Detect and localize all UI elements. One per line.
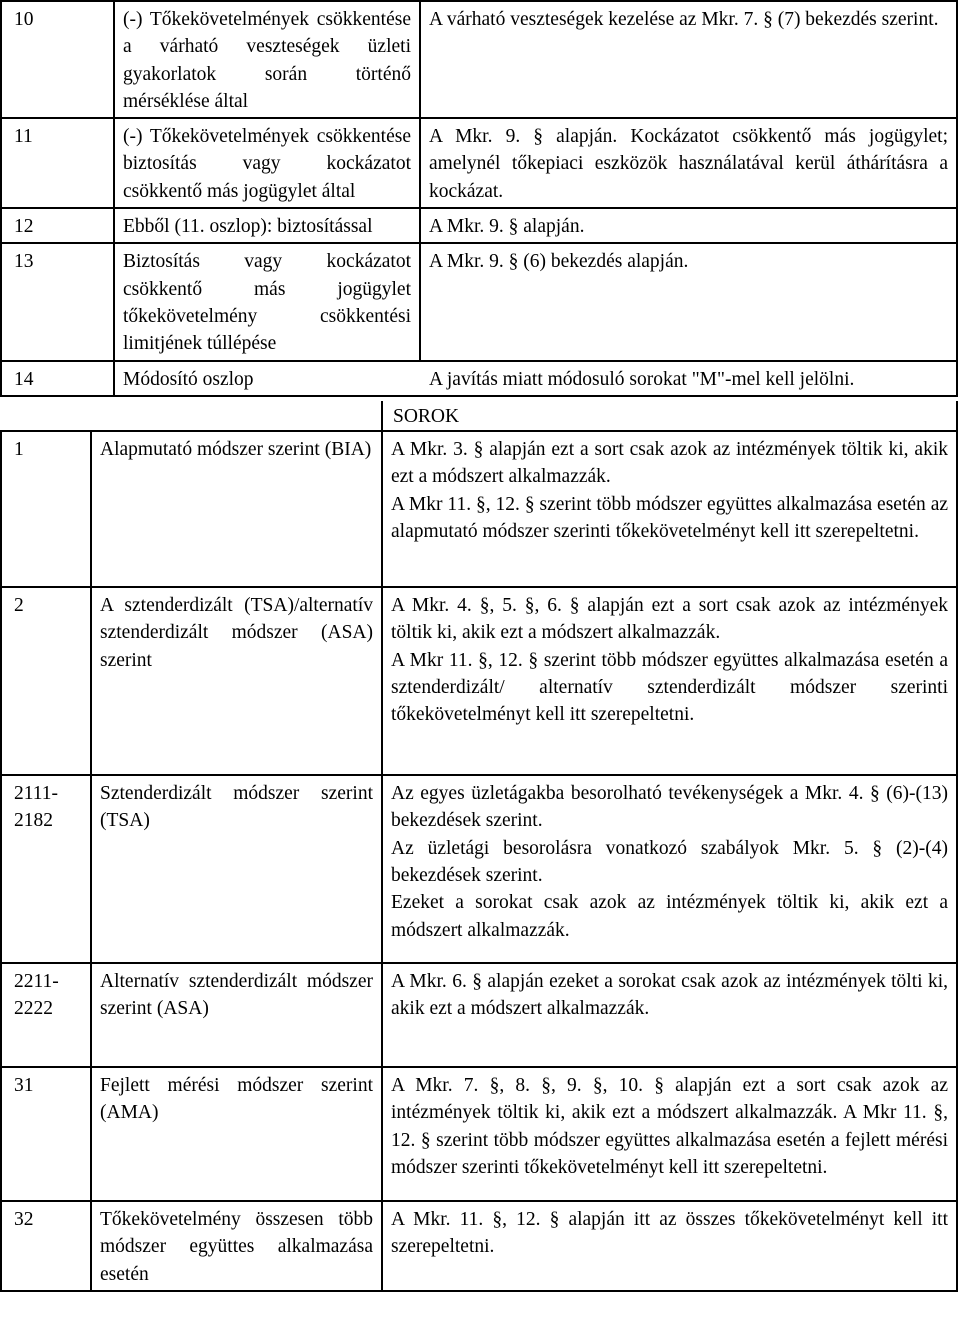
definitions-table-lower	[0, 401, 958, 1292]
table-row	[1, 587, 957, 775]
row-number: 13	[1, 243, 114, 360]
table-row	[1, 431, 957, 587]
row-number: 2111- 2182	[1, 775, 91, 963]
row-label: A sztenderdizált (TSA)/alternatív sztenderdizált módszer (ASA) szerint	[91, 587, 382, 775]
description-paragraph: A Mkr. 7. §, 8. §, 9. §, 10. § alapján ezt a sort csak azok az intézmények töltik ki, akik ezt a módszert alkalmazzák. A Mkr 11. §, 12. § szerint több módszer együttes alkalmazása esetén a fejlett mérési módszer szerinti tőkekövetelményt kell itt szerepeltetni.	[391, 1075, 948, 1179]
description-paragraph: Az üzletági besorolásra vonatkozó szabályok Mkr. 5. § (2)-(4) bekezdések szerint.	[391, 837, 948, 887]
description-paragraph: Ezeket a sorokat csak azok az intézmények töltik ki, akik ezt a módszert alkalmazzák.	[391, 892, 948, 941]
row-number: 1	[1, 431, 91, 587]
row-label: Módosító oszlop	[123, 368, 254, 390]
description-paragraph: Az egyes üzletágakba besorolható tevékenységek a Mkr. 4. § (6)-(13) bekezdések szerint.	[391, 783, 948, 832]
row-description	[382, 1067, 957, 1201]
row-description	[382, 963, 957, 1067]
row-label: Biztosítás vagy kockázatot csökkentő más jogügylet tőkekövetelmény csökkentési limitjének túllépése	[114, 243, 420, 360]
row-description	[382, 775, 957, 963]
row-description	[382, 431, 957, 587]
row-label: Tőkekövetelmény összesen több módszer együttes alkalmazása esetén	[91, 1201, 382, 1291]
row-number: 2211- 2222	[1, 963, 91, 1067]
row-label: (-) Tőkekövetelmények csökkentése biztosítás vagy kockázatot csökkentő más jogügylet által	[114, 118, 420, 208]
row-number: 11	[1, 118, 114, 208]
table-row	[1, 243, 957, 360]
description-paragraph: A Mkr 11. §, 12. § szerint több módszer együttes alkalmazása esetén a sztenderdizált/ alternatív sztenderdizált módszer szerinti tőkekövetelményt kell itt szerepeltetni.	[391, 649, 948, 726]
row-label: Alapmutató módszer szerint (BIA)	[91, 431, 382, 587]
row-description	[382, 1201, 957, 1291]
row-label: Alternatív sztenderdizált módszer szerint (ASA)	[91, 963, 382, 1067]
table-row	[1, 775, 957, 963]
row-label: Ebből (11. oszlop): biztosítással	[114, 208, 420, 243]
row-description: A javítás miatt módosuló sorokat "M"-mel kell jelölni.	[429, 368, 855, 390]
description-paragraph: A várható veszteségek kezelése az Mkr. 7. § (7) bekezdés szerint.	[429, 9, 939, 30]
row-description	[420, 1, 957, 118]
upper-table-body	[1, 1, 957, 361]
row-description	[382, 587, 957, 775]
row-label: Fejlett mérési módszer szerint (AMA)	[91, 1067, 382, 1201]
description-paragraph: A Mkr. 9. § alapján.	[429, 216, 585, 238]
table-row	[1, 208, 957, 243]
table-row-14	[1, 361, 957, 396]
row-description	[420, 118, 957, 208]
row-description	[420, 208, 957, 243]
section-header-row	[1, 401, 957, 431]
table-row	[1, 1067, 957, 1201]
row-number: 32	[1, 1201, 91, 1291]
table-row	[1, 118, 957, 208]
lower-table-body	[1, 431, 957, 1291]
row-number: 10	[1, 1, 114, 118]
description-paragraph: A Mkr. 11. §, 12. § alapján itt az összes tőkekövetelményt kell itt szerepeltetni.	[391, 1209, 948, 1258]
row-number: 14	[1, 361, 114, 396]
row-description	[420, 243, 957, 360]
row-number: 2	[1, 587, 91, 775]
table-row	[1, 1201, 957, 1291]
row-number: 31	[1, 1067, 91, 1201]
table-row	[1, 963, 957, 1067]
row-label: (-) Tőkekövetelmények csökkentése a várható veszteségek üzleti gyakorlatok során történő mérséklése által	[114, 1, 420, 118]
description-paragraph: A Mkr. 6. § alapján ezeket a sorokat csak azok az intézmények tölti ki, akik ezt a módszert alkalmazzák.	[391, 971, 948, 1020]
description-paragraph: A Mkr. 9. § (6) bekezdés alapján.	[429, 251, 689, 273]
description-paragraph: A Mkr. 3. § alapján ezt a sort csak azok az intézmények töltik ki, akik ezt a módszert alkalmazzák.	[391, 439, 948, 488]
row-number: 12	[1, 208, 114, 243]
row-14-content	[114, 361, 957, 396]
table-row	[1, 1, 957, 118]
description-paragraph: A Mkr 11. §, 12. § szerint több módszer együttes alkalmazása esetén az alapmutató módszer szerinti tőkekövetelményt kell itt szerepeltetni.	[391, 493, 948, 543]
definitions-table-upper	[0, 0, 958, 397]
row-label: Sztenderdizált módszer szerint (TSA)	[91, 775, 382, 963]
section-title: SOROK	[382, 401, 957, 431]
description-paragraph: A Mkr. 4. §, 5. §, 6. § alapján ezt a sort csak azok az intézmények töltik ki, akik ezt a módszert alkalmazzák.	[391, 595, 948, 644]
description-paragraph: A Mkr. 9. § alapján. Kockázatot csökkentő más jogügylet; amelynél tőkepiaci eszközök használatával kerül áthárításra a kockázat.	[429, 126, 948, 202]
